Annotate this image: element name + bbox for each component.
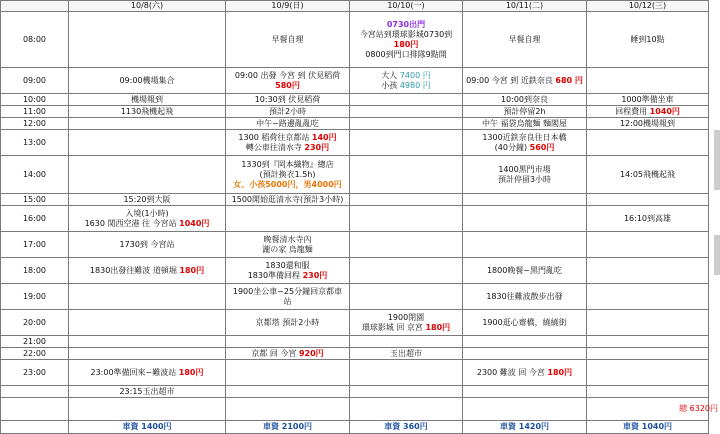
row-1600 xyxy=(1,206,709,232)
cell[interactable] xyxy=(587,130,709,156)
cell[interactable] xyxy=(350,156,463,194)
cell[interactable] xyxy=(350,336,463,348)
cell-amount: 180円 xyxy=(179,265,205,275)
cell[interactable] xyxy=(226,336,350,348)
row-1000 xyxy=(1,94,709,106)
row-1900 xyxy=(1,284,709,310)
cell[interactable]: 1130飛機起飛 xyxy=(69,106,226,118)
cell[interactable] xyxy=(350,12,463,68)
cell-amount: 4980 円 xyxy=(399,80,431,90)
cell[interactable]: 1500開始逛清水寺(預計3小時) xyxy=(226,194,350,206)
cell[interactable]: 機場報到 xyxy=(69,94,226,106)
time-cell[interactable]: 17:00 xyxy=(1,232,69,258)
row-1800 xyxy=(1,258,709,284)
cell-text: 今宮站到環球影城0730到 xyxy=(359,29,453,39)
cell-text: 轉公車往清水寺 xyxy=(245,142,302,152)
cell-text: 1300近鉄奈良往日本橋 xyxy=(482,132,567,142)
cell[interactable] xyxy=(226,68,350,94)
cell[interactable] xyxy=(587,336,709,348)
cell-text: 1830出發往難波 道頓堀 xyxy=(89,265,177,275)
row-1300 xyxy=(1,130,709,156)
cell-text: 預計停留3小時 xyxy=(497,174,552,184)
header-row xyxy=(1,1,709,12)
cell-amount: 920円 xyxy=(298,348,324,358)
cell[interactable] xyxy=(463,206,587,232)
cell-text: 0730出門 xyxy=(386,19,426,29)
time-cell[interactable] xyxy=(1,386,69,398)
row-last xyxy=(1,386,709,398)
cell[interactable]: 14:05飛機起飛 xyxy=(587,156,709,194)
cell[interactable]: 15:20到大阪 xyxy=(69,194,226,206)
cell[interactable] xyxy=(350,68,463,94)
fare-cell-day-4[interactable] xyxy=(463,421,587,434)
time-cell[interactable]: 22:00 xyxy=(1,348,69,360)
cell[interactable]: 1730到 今宮站 xyxy=(69,232,226,258)
cell-amount: 560円 xyxy=(529,142,555,152)
cell[interactable] xyxy=(69,12,226,68)
cell[interactable]: 1000準備坐車 xyxy=(587,94,709,106)
cell-text: 09:00 出發 今宮 到 伏見稻荷 xyxy=(234,70,341,80)
cell-text: 1900坐公車~25分鐘回京都車 xyxy=(232,286,343,296)
cell[interactable] xyxy=(69,348,226,360)
scroll-marker xyxy=(714,130,720,190)
cell[interactable] xyxy=(69,156,226,194)
cell-amount: 680 円 xyxy=(555,75,583,85)
cell-text: (40分鐘) xyxy=(494,142,528,152)
cell[interactable] xyxy=(587,348,709,360)
cell[interactable] xyxy=(350,310,463,336)
cell[interactable]: 中午 福袋烏龍麵 麵閣屋 xyxy=(463,118,587,130)
cell[interactable]: 1830往難波散步出發 xyxy=(463,284,587,310)
header-day-2[interactable]: 10/9(日) xyxy=(226,1,350,12)
cell[interactable]: 京都塔 預計2小時 xyxy=(226,310,350,336)
cell[interactable] xyxy=(226,360,350,386)
cell[interactable] xyxy=(350,118,463,130)
fare-amount: 1420円 xyxy=(518,422,550,431)
cell-text: 09:00 今宮 到 近鉄奈良 xyxy=(466,75,553,85)
row-1100 xyxy=(1,106,709,118)
cell[interactable] xyxy=(226,348,350,360)
cell[interactable] xyxy=(69,310,226,336)
cell[interactable] xyxy=(587,232,709,258)
time-cell[interactable]: 16:00 xyxy=(1,206,69,232)
fare-cell-day-1[interactable] xyxy=(69,421,226,434)
cell-amount: 140円 xyxy=(311,132,337,142)
cell[interactable] xyxy=(350,386,463,398)
cell-amount: 180円 xyxy=(547,367,573,377)
cell-text: 0800到門口排隊9點開 xyxy=(365,49,447,59)
cell-text: 1830還和服 xyxy=(265,260,310,270)
cell[interactable]: 16:10到高雄 xyxy=(587,206,709,232)
row-2100 xyxy=(1,336,709,348)
fare-row xyxy=(1,421,709,434)
cell[interactable] xyxy=(350,258,463,284)
cell[interactable]: 23:15玉出超市 xyxy=(69,386,226,398)
cell[interactable] xyxy=(587,258,709,284)
fare-cell-day-3[interactable] xyxy=(350,421,463,434)
cell[interactable] xyxy=(69,118,226,130)
fare-amount: 360円 xyxy=(403,422,428,431)
time-cell[interactable]: 21:00 xyxy=(1,336,69,348)
time-cell[interactable]: 20:00 xyxy=(1,310,69,336)
cell[interactable] xyxy=(226,284,350,310)
cell[interactable]: 10:30到 伏見稻荷 xyxy=(226,94,350,106)
cell[interactable] xyxy=(463,232,587,258)
header-day-4[interactable]: 10/11(二) xyxy=(463,1,587,12)
cell[interactable] xyxy=(587,284,709,310)
time-cell[interactable]: 09:00 xyxy=(1,68,69,94)
row-1200 xyxy=(1,118,709,130)
cell[interactable] xyxy=(587,310,709,336)
cell-amount: 230円 xyxy=(302,270,328,280)
fare-amount: 2100円 xyxy=(281,422,313,431)
time-cell[interactable]: 11:00 xyxy=(1,106,69,118)
time-cell[interactable]: 15:00 xyxy=(1,194,69,206)
time-cell[interactable]: 14:00 xyxy=(1,156,69,194)
cell[interactable] xyxy=(463,156,587,194)
cell[interactable] xyxy=(350,130,463,156)
fare-label: 車資 xyxy=(622,422,639,431)
cell-text: 入境(1小時) xyxy=(125,208,169,218)
cell-text: 大人 xyxy=(381,70,398,80)
cell[interactable] xyxy=(226,206,350,232)
cell[interactable] xyxy=(350,94,463,106)
row-1500 xyxy=(1,194,709,206)
cell-amount: 1040円 xyxy=(179,218,210,228)
cell-text: 瀧の家 烏龍麵 xyxy=(262,244,313,254)
cell[interactable] xyxy=(226,130,350,156)
header-day-5[interactable]: 10/12(三) xyxy=(587,1,709,12)
row-1400 xyxy=(1,156,709,194)
cell-text: 1830準備回程 xyxy=(247,270,301,280)
cell-text: 小孩 xyxy=(381,80,398,90)
cell-text: 回程費用 xyxy=(615,106,648,116)
row-0800 xyxy=(1,12,709,68)
cell[interactable] xyxy=(463,348,587,360)
cell-amount: 580円 xyxy=(275,80,300,90)
cell[interactable] xyxy=(463,386,587,398)
fare-label: 車資 xyxy=(122,422,139,431)
time-cell[interactable]: 13:00 xyxy=(1,130,69,156)
cell[interactable]: 1800晚餐~黑門亂吃 xyxy=(463,258,587,284)
cell[interactable]: 10:00到奈良 xyxy=(463,94,587,106)
time-cell[interactable]: 08:00 xyxy=(1,12,69,68)
fare-amount: 1040円 xyxy=(641,422,673,431)
cell[interactable] xyxy=(226,258,350,284)
cell-text: 1900閉園 xyxy=(387,312,425,322)
cell[interactable] xyxy=(69,258,226,284)
fare-label: 車資 xyxy=(262,422,279,431)
row-2000 xyxy=(1,310,709,336)
cell[interactable] xyxy=(350,284,463,310)
cell-text: 1400黑門市場 xyxy=(498,164,551,174)
cell[interactable] xyxy=(350,206,463,232)
spacer-row xyxy=(1,398,709,421)
cell[interactable] xyxy=(463,68,587,94)
fare-label: 車資 xyxy=(499,422,516,431)
cell[interactable] xyxy=(69,360,226,386)
cell-text: 1630 関西空港 往 今宮站 xyxy=(84,218,177,228)
row-1700 xyxy=(1,232,709,258)
cell[interactable] xyxy=(350,194,463,206)
fare-cell-day-2[interactable] xyxy=(226,421,350,434)
cell[interactable]: 中午~路邊亂亂吃 xyxy=(226,118,350,130)
cell-text: 環球影城 回 京宮 xyxy=(361,322,423,332)
cell-text: 京都 回 今宮 xyxy=(251,348,297,358)
fare-label: 車資 xyxy=(384,422,401,431)
cell[interactable]: 預計2小時 xyxy=(226,106,350,118)
header-day-3[interactable]: 10/10(一) xyxy=(350,1,463,12)
cell[interactable] xyxy=(463,336,587,348)
cell[interactable]: 預計停留2h xyxy=(463,106,587,118)
cell[interactable] xyxy=(226,232,350,258)
header-day-1[interactable]: 10/8(六) xyxy=(69,1,226,12)
scroll-marker xyxy=(714,235,720,275)
cell-amount: 180円 xyxy=(178,367,204,377)
cell-text: 1300 稻荷往京都站 xyxy=(238,132,310,142)
cell-amount: 230円 xyxy=(304,142,330,152)
cell-text: 晚餐清水寺內 xyxy=(263,234,312,244)
cell[interactable] xyxy=(226,386,350,398)
cell-text: 站 xyxy=(283,296,292,306)
cell[interactable]: 早餐自理 xyxy=(226,12,350,68)
cell[interactable] xyxy=(69,336,226,348)
cell-text: 2300 難波 回 今宮 xyxy=(476,367,545,377)
cell[interactable] xyxy=(587,106,709,118)
fare-cell-day-5[interactable] xyxy=(587,421,709,434)
cell-text: (預計換衣1.5h) xyxy=(259,169,316,179)
time-cell[interactable]: 23:00 xyxy=(1,360,69,386)
cell-amount: 180円 xyxy=(393,39,419,49)
cell[interactable] xyxy=(69,130,226,156)
cell-amount: 180円 xyxy=(425,322,451,332)
cell[interactable]: 09:00機場集合 xyxy=(69,68,226,94)
cell[interactable] xyxy=(587,360,709,386)
row-2300 xyxy=(1,360,709,386)
cell[interactable] xyxy=(69,206,226,232)
total-fare[interactable]: 總 6320円 xyxy=(679,404,718,413)
fare-amount: 1400円 xyxy=(141,422,172,431)
cell[interactable] xyxy=(463,130,587,156)
cell[interactable] xyxy=(350,106,463,118)
row-2200 xyxy=(1,348,709,360)
cell[interactable] xyxy=(587,386,709,398)
cell[interactable] xyxy=(587,194,709,206)
cell-text: 23:00準備回來~難波站 xyxy=(90,367,177,377)
time-cell[interactable]: 10:00 xyxy=(1,94,69,106)
cell-text: 1330到『岡本織物』總店 xyxy=(241,159,334,169)
cell[interactable] xyxy=(463,194,587,206)
time-cell[interactable]: 19:00 xyxy=(1,284,69,310)
cell-amount: 7400 円 xyxy=(399,70,431,80)
cell[interactable] xyxy=(350,360,463,386)
cell-amount: 1040円 xyxy=(649,106,680,116)
row-0900 xyxy=(1,68,709,94)
cell[interactable]: 睡到10點 xyxy=(587,12,709,68)
cell[interactable]: 玉出超市 xyxy=(350,348,463,360)
cell[interactable] xyxy=(463,360,587,386)
cell[interactable] xyxy=(226,156,350,194)
cell[interactable] xyxy=(350,232,463,258)
time-cell[interactable]: 18:00 xyxy=(1,258,69,284)
header-time[interactable] xyxy=(1,1,69,12)
cell[interactable]: 12:00機場報到 xyxy=(587,118,709,130)
cell[interactable] xyxy=(587,68,709,94)
cell[interactable] xyxy=(69,284,226,310)
cell[interactable]: 1900逛心齋橋，繞繞街 xyxy=(463,310,587,336)
time-cell[interactable]: 12:00 xyxy=(1,118,69,130)
cell-amount: 女、小孩5000円，男4000円 xyxy=(233,179,342,189)
cell[interactable] xyxy=(1,421,69,434)
cell[interactable]: 早餐自理 xyxy=(463,12,587,68)
